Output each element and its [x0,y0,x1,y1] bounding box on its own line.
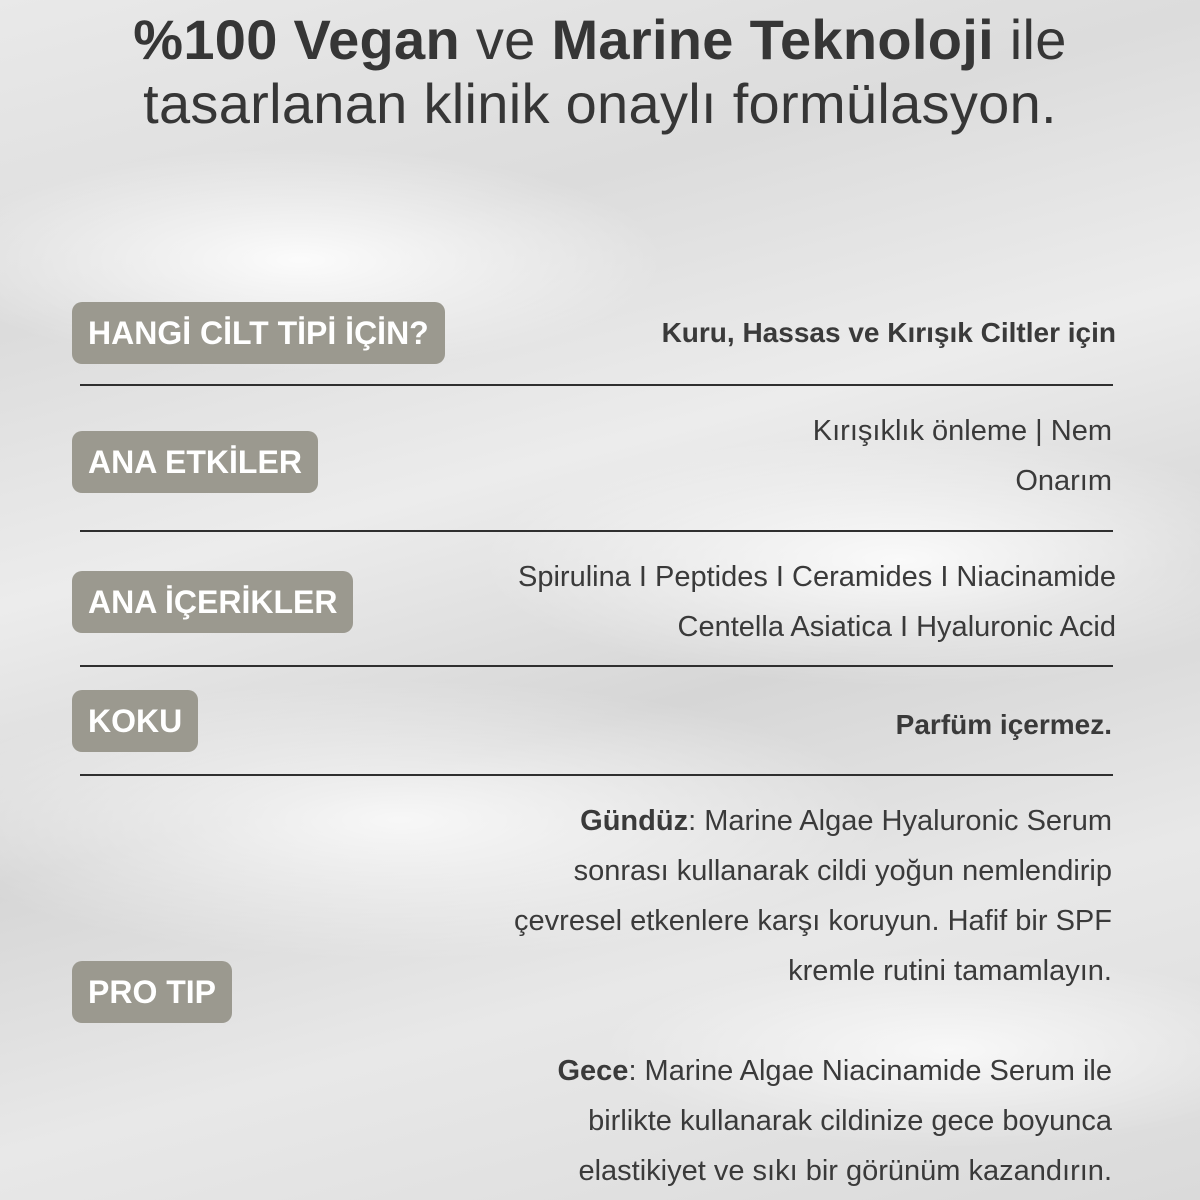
main-ingredients-line-1: Spirulina I Peptides I Ceramides I Niacinamide [518,561,1116,593]
pro-tip-day-line-3: çevresel etkenlere karşı koruyun. Hafif bir SPF [514,905,1112,937]
main-ingredients-line-2: Centella Asiatica I Hyaluronic Acid [677,611,1116,643]
skin-type-label: HANGİ CİLT TİPİ İÇİN? [72,302,445,364]
headline-vegan: %100 Vegan [133,8,460,71]
pro-tip-night-line-3: elastikiyet ve sıkı bir görünüm kazandırın. [578,1155,1112,1187]
pro-tip-night-text: : Marine Algae Niacinamide Serum ile [628,1055,1112,1087]
pro-tip-night-title: Gece [557,1055,629,1087]
main-ingredients-label: ANA İÇERİKLER [72,571,353,633]
main-effects-line-1: Kırışıklık önleme | Nem [812,415,1112,447]
headline-line-2: tasarlanan klinik onaylı formülasyon. [143,72,1057,135]
skin-type-value: Kuru, Hassas ve Kırışık Ciltler için [661,317,1116,348]
pro-tip-night-line-1 [557,1046,1112,1096]
pro-tip-label: PRO TIP [72,961,232,1023]
pro-tip-day-text: : Marine Algae Hyaluronic Serum [688,805,1112,837]
headline [0,8,1200,136]
scent-label: KOKU [72,690,198,752]
main-effects-label: ANA ETKİLER [72,431,318,493]
divider [80,530,1113,532]
divider [80,384,1113,386]
divider [80,774,1113,776]
main-effects-line-2: Onarım [1015,465,1112,497]
pro-tip-day-title: Gündüz [580,805,689,837]
headline-ile: ile [993,8,1067,71]
divider [80,665,1113,667]
scent-value: Parfüm içermez. [895,709,1112,740]
pro-tip-day-line-2: sonrası kullanarak cildi yoğun nemlendirip [573,855,1112,887]
headline-marine-tech: Marine Teknoloji [551,8,994,71]
headline-connector: ve [459,8,552,71]
headline-line-1 [0,8,1200,72]
pro-tip-night-line-2: birlikte kullanarak cildinize gece boyunca [588,1105,1112,1137]
pro-tip-day-line-4: kremle rutini tamamlayın. [788,955,1112,987]
pro-tip-day-line-1 [580,796,1112,846]
